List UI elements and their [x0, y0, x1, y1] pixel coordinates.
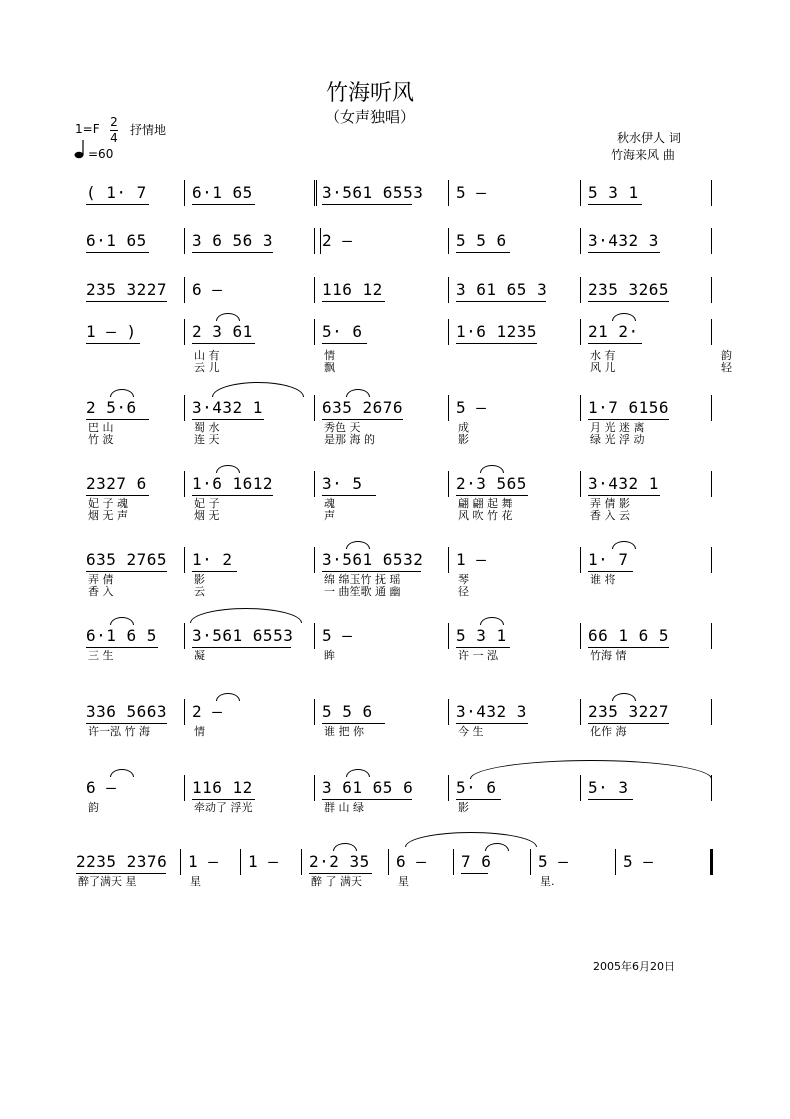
lyric-text: 云 [194, 585, 205, 598]
beam-line [322, 301, 385, 302]
lyric-text: 琴 [458, 573, 469, 586]
beam-line [192, 495, 273, 496]
score-line-8 [0, 626, 790, 702]
lyric-text: 妃 子 魂 [88, 497, 128, 510]
lyric-text: 许一泓 竹 海 [88, 725, 150, 738]
measure: 2327 6 [86, 474, 147, 493]
beam-line [322, 495, 376, 496]
lyric-text: 情 [194, 725, 205, 738]
notation-line [0, 280, 790, 302]
bar-line [184, 547, 185, 573]
beam-line [86, 723, 167, 724]
notation-line [0, 702, 790, 724]
bar-line [184, 775, 185, 801]
lyric-text: 影 [458, 433, 469, 446]
measure: 1 – [248, 852, 279, 871]
measure: 635 2765 [86, 550, 168, 569]
measure: 3 61 65 6 [322, 778, 414, 797]
beam-line [86, 647, 158, 648]
lyric-text: 山 有 [194, 349, 220, 362]
lyric-text: 蜀 水 [194, 421, 220, 434]
measure: 1· 7 [588, 550, 629, 569]
measure: 116 12 [192, 778, 253, 797]
bar-line [448, 277, 449, 303]
score-line-10 [0, 778, 790, 854]
score-line-5 [0, 398, 790, 474]
lyric-text: 醉了满天 星 [78, 875, 137, 888]
bar-line [580, 228, 581, 254]
bar-line [314, 277, 315, 303]
measure: 3 6 56 3 [192, 231, 274, 250]
bar-line [184, 319, 185, 345]
beam-line [322, 204, 412, 205]
bar-line [448, 180, 449, 206]
beam-line [456, 301, 546, 302]
lyric-text: 是那 海 的 [324, 433, 375, 446]
bar-line [580, 699, 581, 725]
measure: 1· 2 [192, 550, 233, 569]
key-signature: 1=F [75, 122, 100, 136]
lyric-text: 影 [194, 573, 205, 586]
lyric-text: 今 生 [458, 725, 484, 738]
bar-line [453, 849, 454, 875]
measure: 2 5·6 [86, 398, 137, 417]
notation-line [0, 626, 790, 648]
measure: 6·1 65 [192, 183, 253, 202]
notation-line [0, 550, 790, 572]
bar-line [580, 319, 581, 345]
bar-line [448, 699, 449, 725]
lyricist-credit: 秋水伊人 词 [617, 131, 681, 145]
bar-line [710, 849, 713, 875]
measure: 2·3 565 [456, 474, 527, 493]
composition-date: 2005年6月20日 [593, 960, 675, 973]
measure: 235 3265 [588, 280, 670, 299]
notation-line [0, 183, 790, 205]
lyric-text: 许 一 泓 [458, 649, 498, 662]
beam-line [86, 343, 140, 344]
lyric-text: 谁 把 你 [324, 725, 364, 738]
beam-line [322, 799, 412, 800]
measure: 6·1 65 [86, 231, 147, 250]
bar-line [314, 180, 315, 206]
page-subtitle: （女声独唱） [324, 108, 415, 126]
bar-line [580, 395, 581, 421]
bar-line [314, 228, 315, 254]
measure: 235 3227 [588, 702, 670, 721]
measure: 2235 2376 [76, 852, 168, 871]
beam-line [588, 571, 633, 572]
time-bottom: 4 [110, 131, 118, 145]
lyric-text: 妃 子 [194, 497, 220, 510]
notation-line [0, 778, 790, 800]
lyric-text: 韵 [721, 349, 732, 362]
measure: 5 – [456, 183, 487, 202]
measure: 5 – [623, 852, 654, 871]
lyric-text: 烟 无 [194, 509, 220, 522]
bar-line [314, 623, 315, 649]
measure: 3·432 3 [588, 231, 659, 250]
bar-line [711, 395, 712, 421]
bar-line [448, 623, 449, 649]
lyric-text: 星 [398, 875, 409, 888]
measure: 6 – [396, 852, 427, 871]
bar-line [448, 547, 449, 573]
score-line-7 [0, 550, 790, 626]
lyric-text: 翩 翩 起 舞 [458, 497, 513, 510]
measure: 21 2· [588, 322, 639, 341]
measure: 116 12 [322, 280, 383, 299]
notation-line [0, 322, 790, 344]
measure: 3· 5 [322, 474, 363, 493]
beam-line [588, 343, 642, 344]
bar-line [184, 471, 185, 497]
measure: 1·6 1235 [456, 322, 538, 341]
beam-line [86, 204, 149, 205]
composer-credit: 竹海来风 曲 [611, 148, 675, 162]
bar-line [711, 547, 712, 573]
measure: 2 – [192, 702, 223, 721]
bar-line [184, 277, 185, 303]
quarter-note-icon [73, 138, 87, 160]
bar-line [448, 471, 449, 497]
score-line-6 [0, 474, 790, 550]
bar-line [711, 228, 712, 254]
tempo-marking: =60 [88, 147, 114, 161]
lyric-text: 飘 [324, 361, 335, 374]
measure: 3·432 1 [588, 474, 659, 493]
lyric-text: 凝 [194, 649, 205, 662]
beam-line [456, 647, 510, 648]
lyric-text: 竹海 情 [590, 649, 627, 662]
bar-line [388, 849, 389, 875]
score-line-11 [0, 852, 790, 928]
bar-line [184, 623, 185, 649]
bar-line [184, 180, 185, 206]
lyric-text: 水 有 [590, 349, 616, 362]
lyric-text: 轻 [721, 361, 732, 374]
bar-line [711, 180, 712, 206]
bar-line [314, 547, 315, 573]
bar-line [711, 699, 712, 725]
beam-line [192, 419, 264, 420]
lyric-text: 谁 将 [590, 573, 616, 586]
beam-line [322, 419, 403, 420]
measure: 66 1 6 5 [588, 626, 670, 645]
bar-line [711, 277, 712, 303]
beam-line [192, 647, 291, 648]
lyric-text: 秀色 天 [324, 421, 361, 434]
beam-line [456, 252, 510, 253]
bar-line [314, 775, 315, 801]
lyric-text: 弄 倩 [88, 573, 114, 586]
beam-line [192, 343, 255, 344]
measure: 3·561 6553 [322, 183, 424, 202]
lyric-text: 化作 海 [590, 725, 627, 738]
measure: 3 61 65 3 [456, 280, 548, 299]
bar-line [711, 319, 712, 345]
measure: 5 5 6 [456, 231, 507, 250]
page-title: 竹海听风 [325, 81, 414, 106]
expression-mark: 抒情地 [130, 123, 167, 137]
bar-line [580, 277, 581, 303]
bar-line [580, 623, 581, 649]
lyric-text: 巴 山 [88, 421, 114, 434]
lyric-text: 醉 了 满天 [311, 875, 362, 888]
lyric-text: 风 吹 竹 花 [458, 509, 513, 522]
bar-line [314, 395, 315, 421]
lyric-text: 香 入 [88, 585, 114, 598]
beam-line [192, 799, 255, 800]
lyric-text: 烟 无 声 [88, 509, 128, 522]
lyric-text: 群 山 绿 [324, 801, 364, 814]
measure: 5· 6 [322, 322, 363, 341]
measure: 1 – [456, 550, 487, 569]
notation-line [0, 398, 790, 420]
beam-line [588, 799, 633, 800]
lyric-text: 连 天 [194, 433, 220, 446]
bar-line [314, 319, 315, 345]
lyric-text: 星 [190, 875, 201, 888]
measure: 2 – [322, 231, 353, 250]
lyric-text: 影 [458, 801, 469, 814]
bar-line [240, 849, 241, 875]
bar-line [580, 180, 581, 206]
measure: 235 3227 [86, 280, 168, 299]
beam-line [588, 723, 669, 724]
beam-line [192, 252, 273, 253]
measure: 5 3 1 [456, 626, 507, 645]
measure: 3·432 3 [456, 702, 527, 721]
notation-line [0, 852, 790, 874]
lyric-text: 魂 [324, 497, 335, 510]
lyric-text: 韵 [88, 801, 99, 814]
score-line-4 [0, 322, 790, 398]
bar-line [314, 699, 315, 725]
beam-line [86, 301, 167, 302]
measure: 5 – [456, 398, 487, 417]
bar-line [448, 319, 449, 345]
beam-line [86, 252, 149, 253]
beam-line [588, 647, 669, 648]
beam-line [192, 571, 237, 572]
bar-line [530, 849, 531, 875]
bar-line [580, 471, 581, 497]
measure: 2 3 61 [192, 322, 253, 341]
measure: ( 1· 7 [86, 183, 147, 202]
bar-line [184, 699, 185, 725]
bar-line [711, 471, 712, 497]
beam-line [76, 873, 166, 874]
bar-line [320, 228, 321, 254]
lyric-text: 绿 光 浮 动 [590, 433, 645, 446]
lyric-text: 绵 绵玉竹 抚 瑶 [324, 573, 401, 586]
measure: 1 – [188, 852, 219, 871]
notation-line [0, 231, 790, 253]
beam-line [192, 204, 255, 205]
lyric-text: 月 光 迷 离 [590, 421, 645, 434]
measure: 3·561 6532 [322, 550, 424, 569]
beam-line [588, 495, 660, 496]
beam-line [456, 723, 528, 724]
lyric-text: 弄 倩 影 [590, 497, 630, 510]
bar-line [448, 395, 449, 421]
measure: 1 – ) [86, 322, 137, 341]
lyric-text: 竹 波 [88, 433, 114, 446]
lyric-text: 香 入 云 [590, 509, 630, 522]
beam-line [588, 301, 669, 302]
measure: 1·7 6156 [588, 398, 670, 417]
bar-line [184, 228, 185, 254]
beam-line [456, 799, 501, 800]
measure: 3·561 6553 [192, 626, 294, 645]
beam-line [461, 873, 488, 874]
lyric-text: 三 生 [88, 649, 114, 662]
bar-line [711, 623, 712, 649]
measure: 6·1 6 5 [86, 626, 157, 645]
beam-line [588, 204, 642, 205]
time-signature [110, 116, 118, 145]
measure: 1·6 1612 [192, 474, 274, 493]
bar-line [316, 180, 317, 206]
bar-line [184, 395, 185, 421]
beam-line [322, 343, 367, 344]
measure: 6 – [86, 778, 117, 797]
measure: 5· 6 [456, 778, 497, 797]
measure: 7 6 [461, 852, 492, 871]
lyric-text: 成 [458, 421, 469, 434]
beam-line [456, 343, 537, 344]
lyric-text: 云 儿 [194, 361, 220, 374]
beam-line [86, 419, 149, 420]
bar-line [180, 849, 181, 875]
lyric-text: 牵动了 浮光 [194, 801, 253, 814]
measure: 5· 3 [588, 778, 629, 797]
beam-line [588, 252, 660, 253]
measure: 635 2676 [322, 398, 404, 417]
lyric-text: 一 曲笙歌 通 幽 [324, 585, 401, 598]
lyric-text: 径 [458, 585, 469, 598]
beam-line [86, 495, 149, 496]
notation-line [0, 474, 790, 496]
measure: 2·2 35 [309, 852, 370, 871]
lyric-text: 风 儿 [590, 361, 616, 374]
measure: 5 – [322, 626, 353, 645]
measure: 336 5663 [86, 702, 168, 721]
bar-line [301, 849, 302, 875]
bar-line [448, 775, 449, 801]
measure: 5 3 1 [588, 183, 639, 202]
beam-line [86, 571, 167, 572]
lyric-text: 声 [324, 509, 335, 522]
bar-line [615, 849, 616, 875]
beam-line [588, 419, 669, 420]
lyric-text: 情 [324, 349, 335, 362]
measure: 6 – [192, 280, 223, 299]
beam-line [322, 571, 421, 572]
beam-line [456, 495, 528, 496]
time-top: 2 [110, 115, 118, 129]
bar-line [580, 547, 581, 573]
lyric-text: 眸 [324, 649, 335, 662]
measure: 3·432 1 [192, 398, 263, 417]
lyric-text: 星. [540, 875, 555, 888]
bar-line [314, 471, 315, 497]
bar-line [448, 228, 449, 254]
beam-line [309, 873, 372, 874]
measure: 5 5 6 [322, 702, 373, 721]
beam-line [322, 723, 385, 724]
measure: 5 – [538, 852, 569, 871]
